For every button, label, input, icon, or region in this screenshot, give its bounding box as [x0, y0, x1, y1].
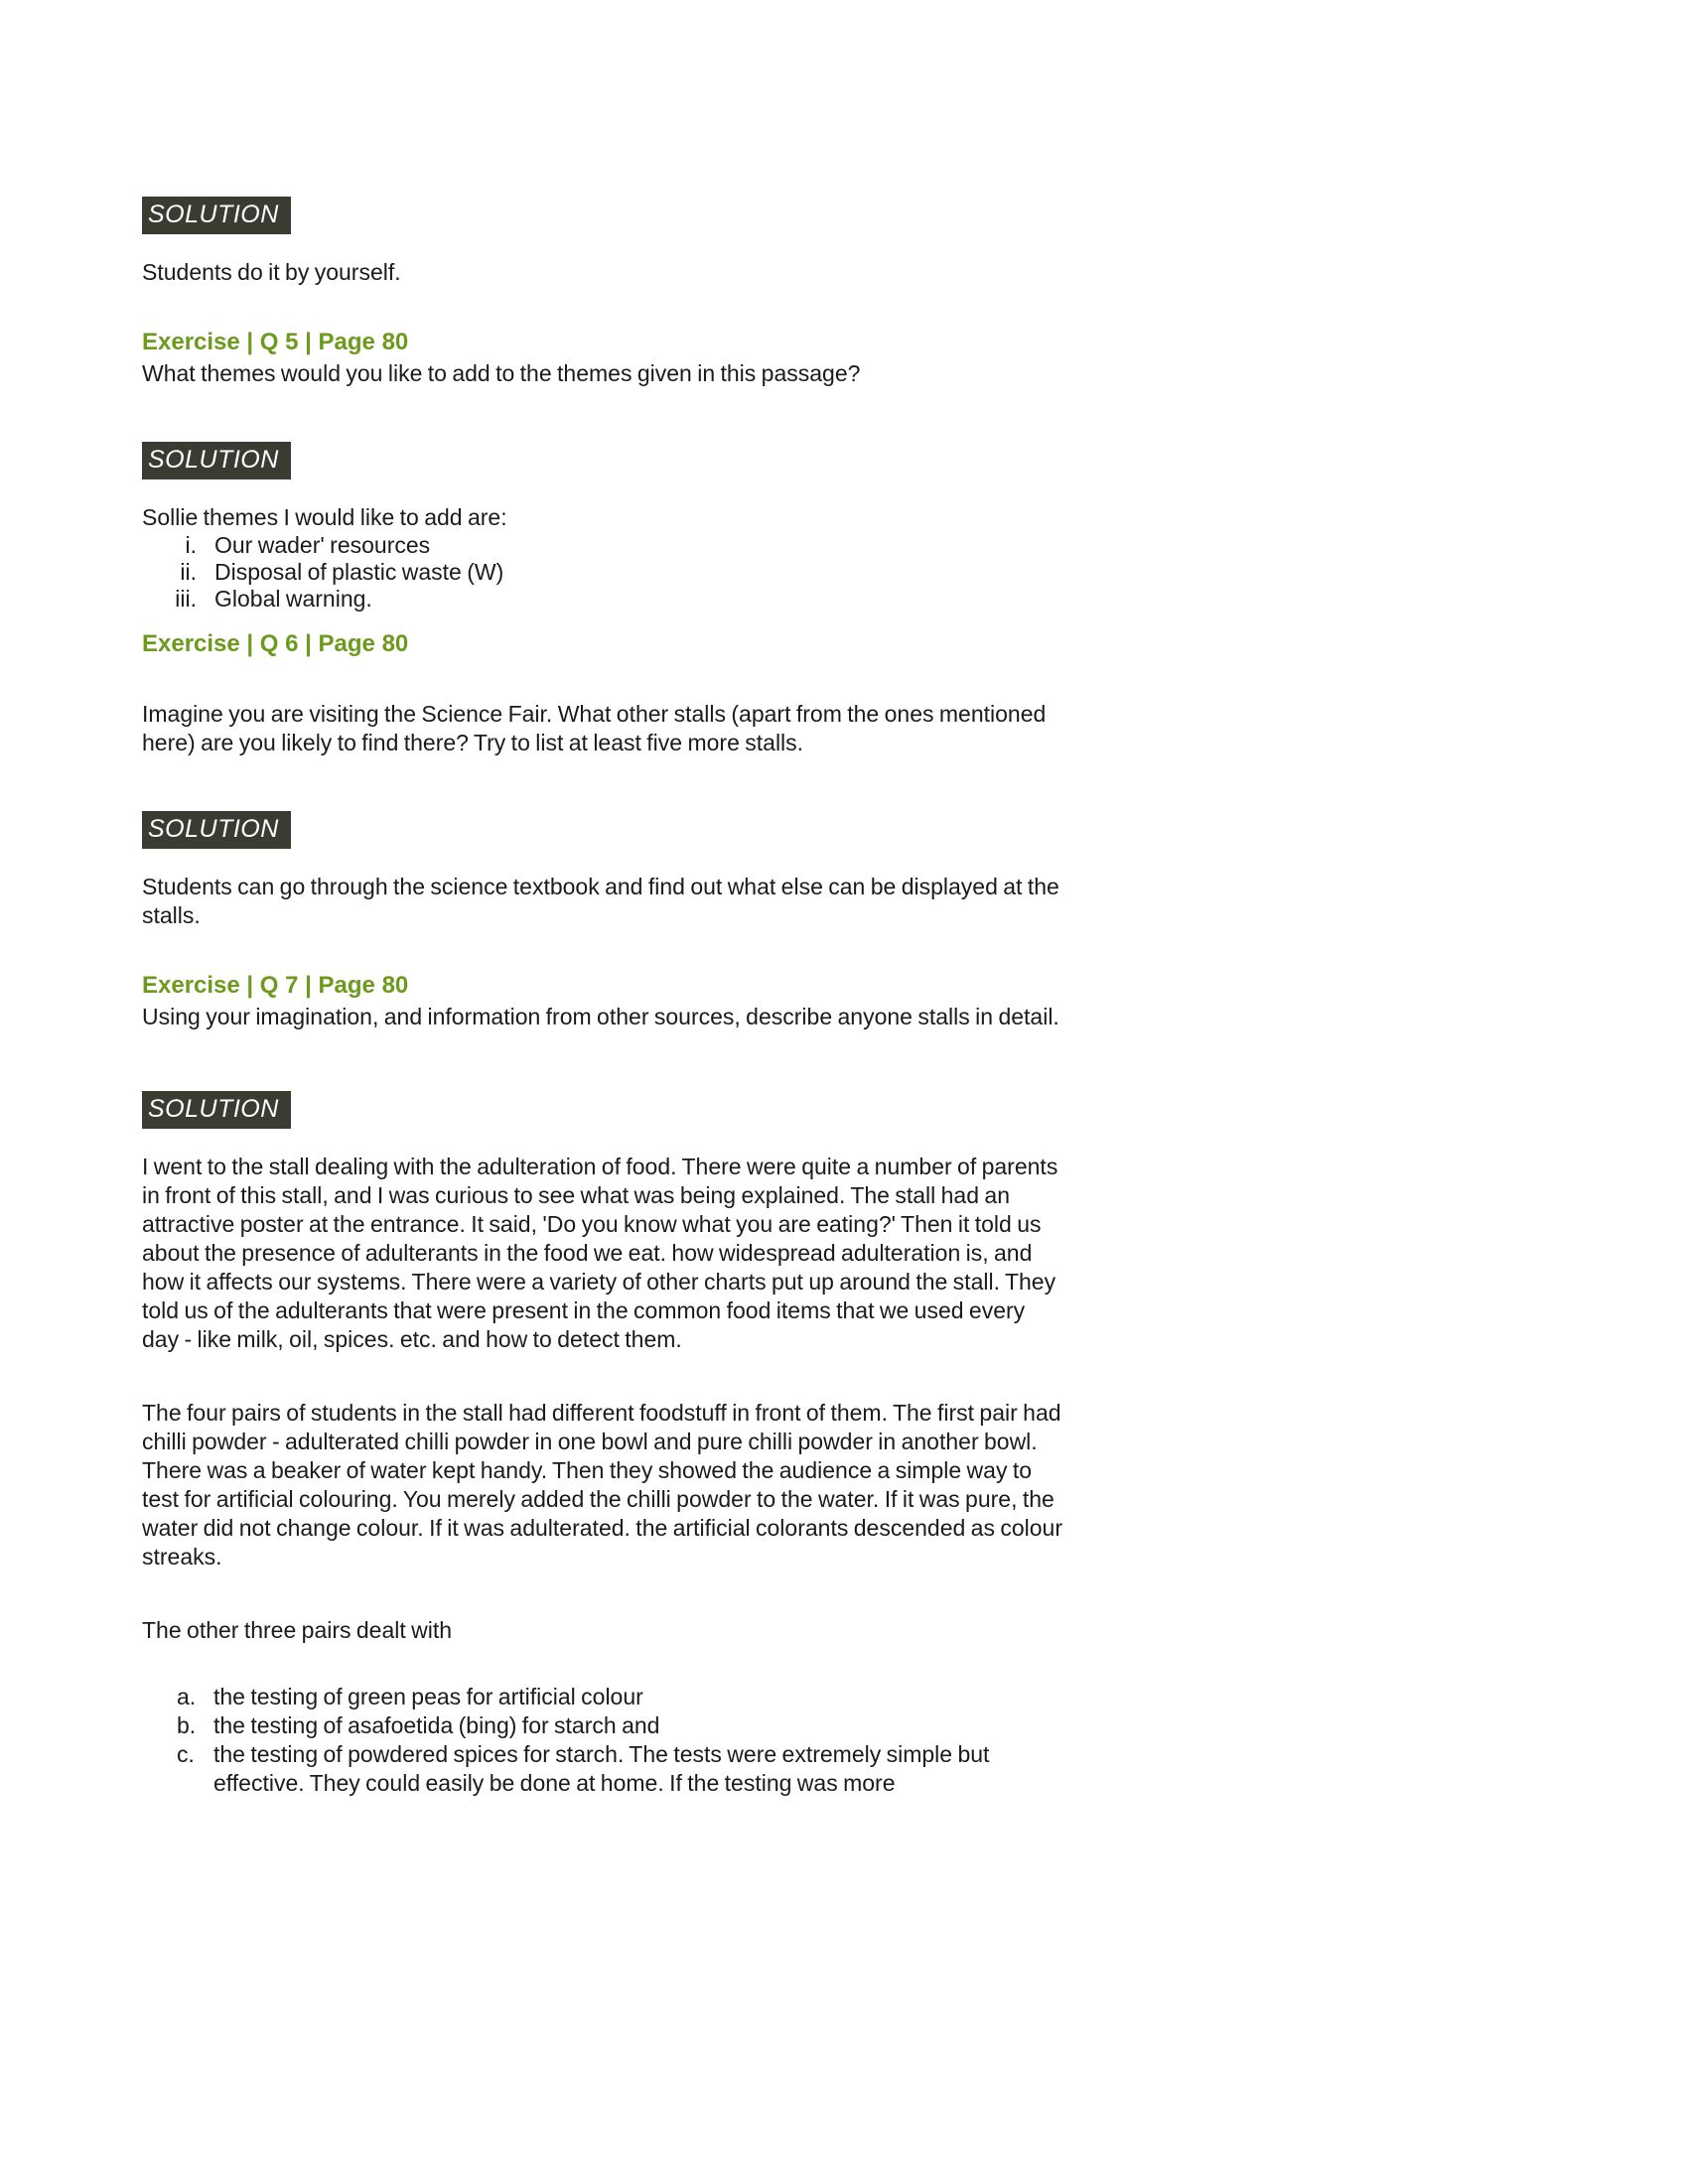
list-item-text: Global warning.: [214, 586, 372, 612]
list-item-text: Our wader' resources: [214, 532, 431, 558]
solution-badge: SOLUTION: [142, 1091, 291, 1129]
list-marker: c.: [177, 1741, 195, 1767]
list-marker: i.: [185, 532, 197, 558]
list-item: [142, 559, 1065, 586]
list-marker: a.: [177, 1684, 197, 1709]
question-text-q5: What themes would you like to add to the themes given in this passage?: [142, 360, 861, 386]
tests-alpha-list: [177, 1683, 1065, 1798]
solution-answer-text: Students can go through the science textbook and find out what else can be displayed at the stalls.: [142, 874, 1059, 928]
list-item-text: the testing of asafoetida (bing) for starch and: [213, 1712, 660, 1738]
list-item: [177, 1711, 1065, 1740]
list-item-text: Disposal of plastic waste (W): [214, 559, 504, 585]
list-item-text: the testing of green peas for artificial colour: [213, 1684, 643, 1709]
document-content: [142, 197, 1065, 1798]
solution-badge: SOLUTION: [142, 197, 291, 234]
list-marker: iii.: [175, 586, 197, 612]
exercise-heading-q6: Exercise | Q 6 | Page 80: [142, 630, 409, 657]
list-item: [177, 1683, 1065, 1711]
list-item-text: the testing of powdered spices for starch. The tests were extremely simple but effective. They could easily be done at home. If the testing was more: [213, 1741, 990, 1796]
themes-roman-list: [142, 532, 1065, 613]
list-marker: b.: [177, 1712, 197, 1738]
list-item: [142, 532, 1065, 559]
solution-paragraph-3: The other three pairs dealt with: [142, 1617, 453, 1643]
list-marker: ii.: [180, 559, 197, 585]
solution-badge: SOLUTION: [142, 442, 291, 479]
solution-badge: SOLUTION: [142, 811, 291, 849]
question-text-q7: Using your imagination, and information from other sources, describe anyone stalls in detail.: [142, 1004, 1059, 1029]
list-item: [177, 1740, 1065, 1798]
solution-paragraph-1: I went to the stall dealing with the adulteration of food. There were quite a number of parents in front of this stall, and I was curious to see what was being explained. The stall had an attractive poster at the entrance. It said, 'Do you know what you are eating?' Then it told us about the presence of adulterants in the food we eat. how widespread adulteration is, and how it affects our systems. There were a variety of other charts put up around the stall. They told us of the adulterants that were present in the common food items that we used every day - like milk, oil, spices. etc. and how to detect them.: [142, 1154, 1058, 1352]
question-text-q6: Imagine you are visiting the Science Fair. What other stalls (apart from the ones mentioned here) are you likely to find there? Try to list at least five more stalls.: [142, 701, 1047, 755]
solution-answer-text: Students do it by yourself.: [142, 259, 401, 285]
exercise-heading-q5: Exercise | Q 5 | Page 80: [142, 329, 409, 355]
list-item: [142, 586, 1065, 613]
solution-paragraph-2: The four pairs of students in the stall had different foodstuff in front of them. The first pair had chilli powder - adulterated chilli powder in one bowl and pure chilli powder in another bowl. There was a beaker of water kept handy. Then they showed the audience a simple way to test for artificial colouring. You merely added the chilli powder to the water. If it was pure, the water did not change colour. If it was adulterated. the artificial colorants descended as colour streaks.: [142, 1400, 1062, 1570]
solution-intro-text: Sollie themes I would like to add are:: [142, 504, 507, 530]
exercise-heading-q7: Exercise | Q 7 | Page 80: [142, 972, 409, 999]
